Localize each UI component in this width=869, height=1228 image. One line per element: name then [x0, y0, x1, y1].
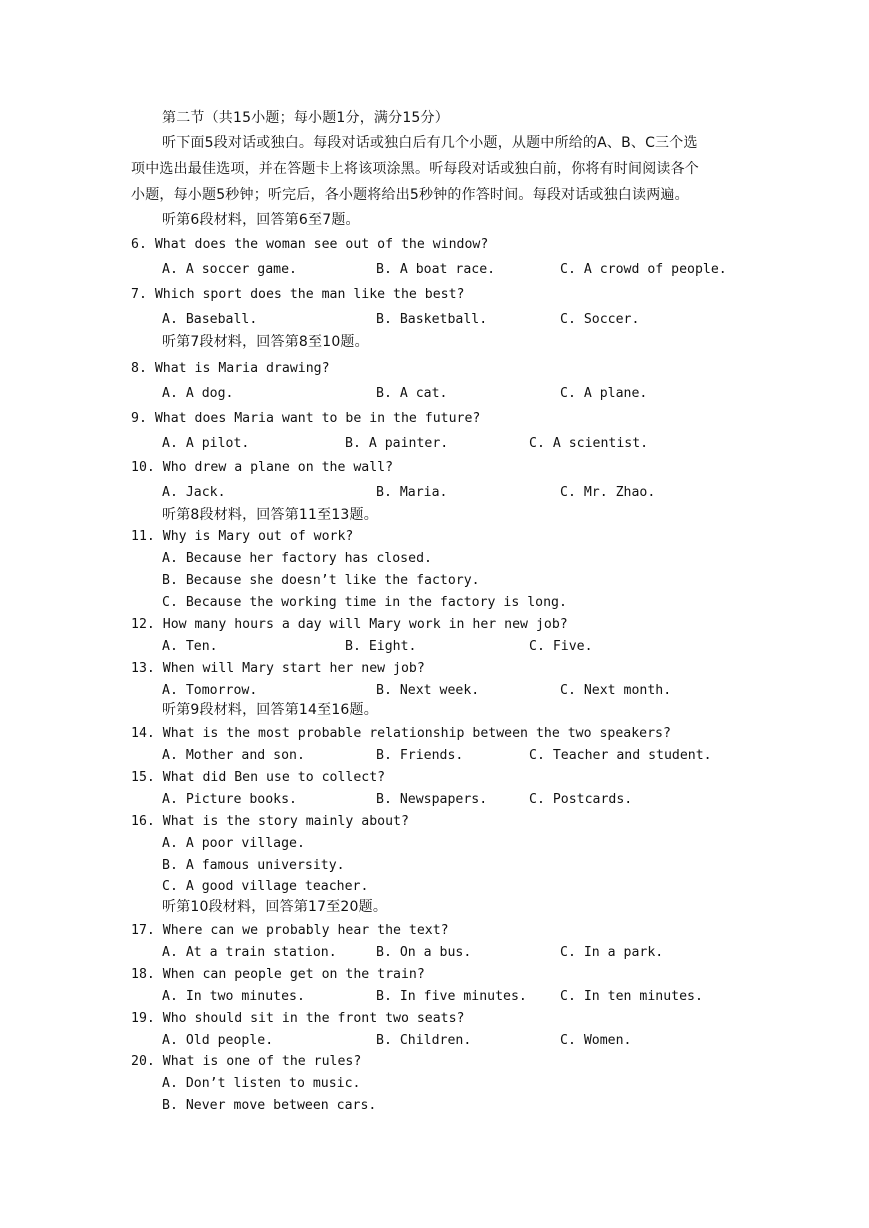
- option-b: B. Newspapers.: [376, 792, 488, 807]
- question-text: What does Maria want to be in the future?: [154, 411, 481, 426]
- question-text: What is the most probable relationship between the two speakers?: [162, 726, 671, 741]
- option-a: A. In two minutes.: [162, 989, 305, 1004]
- instructions-line-1: 听下面5段对话或独白。每段对话或独白后有几个小题，从题中所给的A、B、C三个选: [162, 135, 698, 151]
- option-b: B. Basketball.: [376, 312, 488, 327]
- question-18: [131, 966, 425, 983]
- option-a: A. Don’t listen to music.: [162, 1076, 361, 1091]
- question-19: [131, 1010, 464, 1027]
- option-c: C. Postcards.: [529, 792, 633, 807]
- question-number: 13.: [131, 661, 155, 676]
- question-text: When will Mary start her new job?: [162, 661, 425, 676]
- question-number: 6.: [131, 237, 147, 252]
- question-20: [131, 1053, 361, 1070]
- question-number: 19.: [131, 1011, 155, 1026]
- question-text: When can people get on the train?: [162, 967, 425, 982]
- option-b: B. On a bus.: [376, 945, 472, 960]
- option-b: B. In five minutes.: [376, 989, 527, 1004]
- option-a: A. A soccer game.: [162, 262, 297, 277]
- option-b: B. A famous university.: [162, 858, 345, 873]
- question-12: [131, 616, 568, 633]
- option-a: A. At a train station.: [162, 945, 337, 960]
- question-6: [131, 236, 488, 253]
- option-c: C. Women.: [560, 1033, 632, 1048]
- option-a: A. A dog.: [162, 386, 234, 401]
- question-13: [131, 660, 425, 677]
- option-a: A. Because her factory has closed.: [162, 551, 432, 566]
- option-b: B. Eight.: [345, 639, 417, 654]
- option-c: C. Five.: [529, 639, 593, 654]
- question-8: [131, 360, 330, 377]
- question-text: What did Ben use to collect?: [162, 770, 386, 785]
- question-15: [131, 769, 385, 786]
- question-number: 11.: [131, 529, 155, 544]
- question-number: 20.: [131, 1054, 155, 1069]
- instructions-line-3: 小题，每小题5秒钟；听完后，各小题将给出5秒钟的作答时间。每段对话或独白读两遍。: [131, 187, 689, 203]
- question-7: [131, 286, 465, 303]
- option-a: A. Ten.: [162, 639, 218, 654]
- question-number: 12.: [131, 617, 155, 632]
- question-number: 15.: [131, 770, 155, 785]
- option-c: C. A scientist.: [529, 436, 649, 451]
- option-c: C. Soccer.: [560, 312, 640, 327]
- option-c: C. Next month.: [560, 683, 672, 698]
- question-text: Who drew a plane on the wall?: [162, 460, 394, 475]
- option-b: B. Friends.: [376, 748, 464, 763]
- group-heading-6: 听第6段材料，回答第6至7题。: [162, 212, 360, 228]
- question-text: How many hours a day will Mary work in her new job?: [162, 617, 568, 632]
- question-text: What does the woman see out of the window?: [154, 237, 489, 252]
- option-c: C. In a park.: [560, 945, 664, 960]
- question-11: [131, 528, 353, 545]
- option-c: C. Teacher and student.: [529, 748, 712, 763]
- option-b: B. Children.: [376, 1033, 472, 1048]
- question-17: [131, 922, 449, 939]
- option-b: B. Maria.: [376, 485, 448, 500]
- section-title: 第二节（共15小题；每小题1分，满分15分）: [162, 110, 449, 126]
- question-number: 9.: [131, 411, 147, 426]
- group-heading-8: 听第8段材料，回答第11至13题。: [162, 507, 378, 523]
- option-a: A. Picture books.: [162, 792, 297, 807]
- question-number: 7.: [131, 287, 147, 302]
- option-c: C. A plane.: [560, 386, 648, 401]
- option-c: C. Because the working time in the factory is long.: [162, 595, 567, 610]
- option-a: A. Tomorrow.: [162, 683, 258, 698]
- option-a: A. A pilot.: [162, 436, 250, 451]
- option-a: A. Mother and son.: [162, 748, 305, 763]
- option-b: B. A boat race.: [376, 262, 496, 277]
- question-text: What is one of the rules?: [162, 1054, 362, 1069]
- question-number: 10.: [131, 460, 155, 475]
- question-number: 14.: [131, 726, 155, 741]
- question-text: Which sport does the man like the best?: [154, 287, 465, 302]
- question-number: 16.: [131, 814, 155, 829]
- question-10: [131, 459, 393, 476]
- option-b: B. Next week.: [376, 683, 480, 698]
- option-b: B. A cat.: [376, 386, 448, 401]
- option-b: B. A painter.: [345, 436, 449, 451]
- question-text: What is Maria drawing?: [154, 361, 330, 376]
- question-number: 18.: [131, 967, 155, 982]
- question-text: Who should sit in the front two seats?: [162, 1011, 465, 1026]
- question-text: What is the story mainly about?: [162, 814, 409, 829]
- option-a: A. Jack.: [162, 485, 226, 500]
- question-9: [131, 410, 480, 427]
- option-c: C. A good village teacher.: [162, 879, 369, 894]
- question-text: Why is Mary out of work?: [162, 529, 354, 544]
- instructions-line-2: 项中选出最佳选项，并在答题卡上将该项涂黑。听每段对话或独白前，你将有时间阅读各个: [131, 161, 699, 177]
- question-number: 17.: [131, 923, 155, 938]
- option-c: C. Mr. Zhao.: [560, 485, 656, 500]
- option-b: B. Because she doesn’t like the factory.: [162, 573, 480, 588]
- group-heading-7: 听第7段材料，回答第8至10题。: [162, 334, 369, 350]
- question-16: [131, 813, 409, 830]
- option-a: A. Old people.: [162, 1033, 274, 1048]
- option-c: C. In ten minutes.: [560, 989, 703, 1004]
- option-a: A. A poor village.: [162, 836, 305, 851]
- question-14: [131, 725, 671, 742]
- question-number: 8.: [131, 361, 147, 376]
- option-a: A. Baseball.: [162, 312, 258, 327]
- group-heading-9: 听第9段材料，回答第14至16题。: [162, 702, 378, 718]
- group-heading-10: 听第10段材料，回答第17至20题。: [162, 899, 388, 915]
- option-b: B. Never move between cars.: [162, 1098, 377, 1113]
- option-c: C. A crowd of people.: [560, 262, 727, 277]
- question-text: Where can we probably hear the text?: [162, 923, 449, 938]
